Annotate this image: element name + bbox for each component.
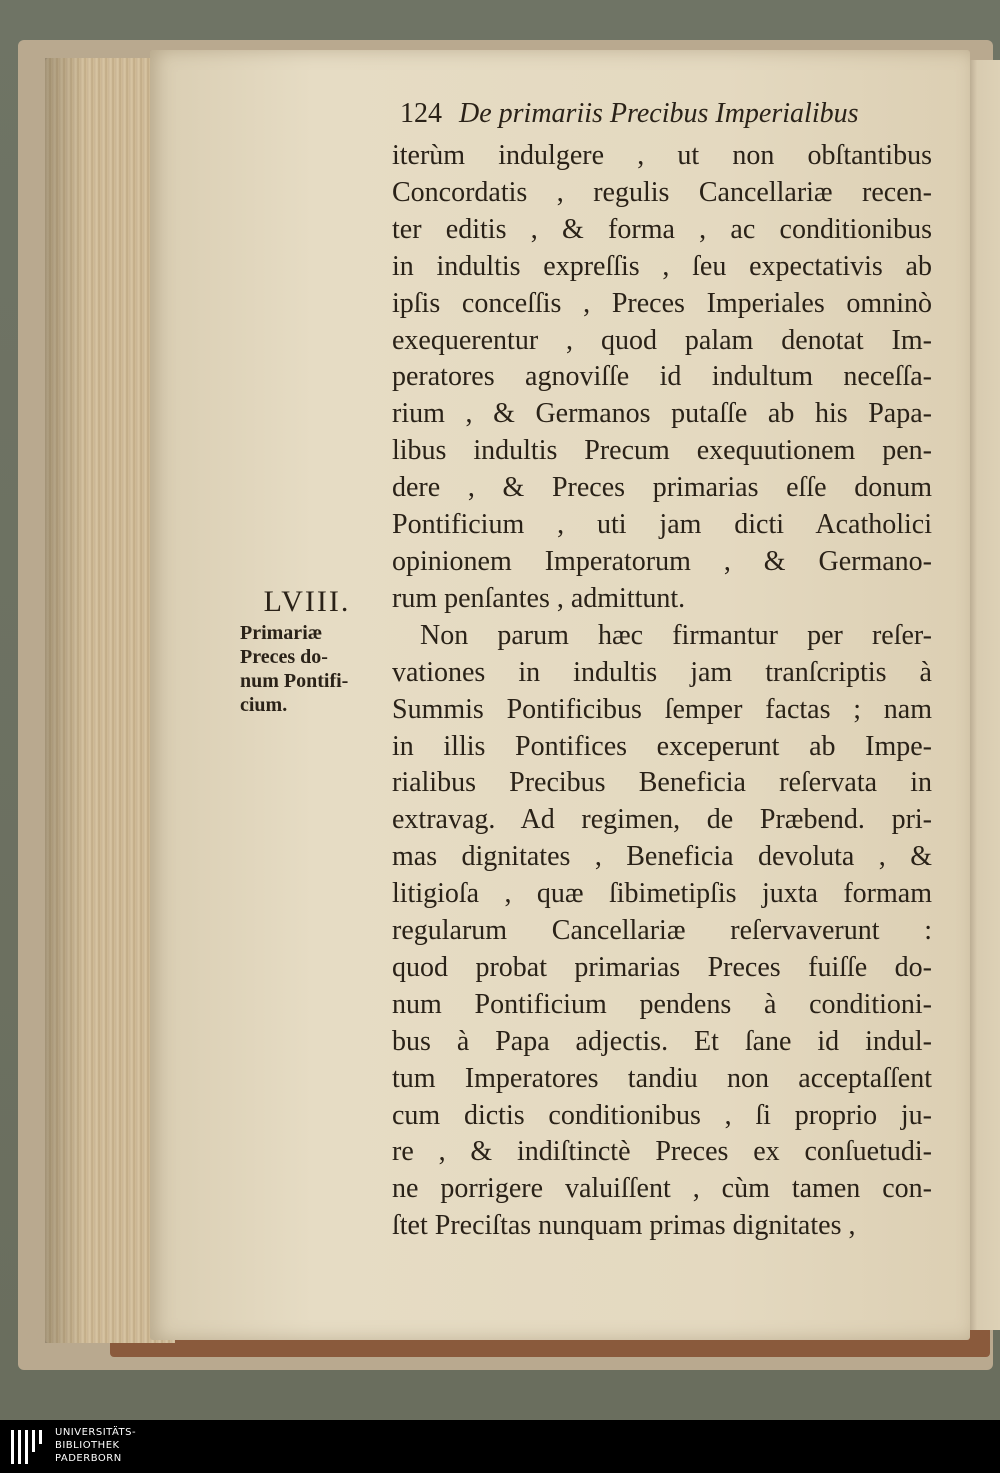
text-line: Summis Pontificibus ſemper factas ; nam <box>392 693 932 725</box>
text-line: mas dignitates , Beneficia devoluta , & <box>392 841 932 873</box>
library-name-line: UNIVERSITÄTS- <box>55 1427 137 1438</box>
text-line: Non parum hæc firmantur per reſer- <box>420 619 932 651</box>
text-line: peratores agnoviſſe id indultum neceſſa- <box>392 361 932 393</box>
page-number: 124 <box>400 98 442 129</box>
text-line: vationes in indultis jam tranſcriptis à <box>392 656 932 688</box>
gloss-line: Primariæ <box>240 622 323 644</box>
text-line: num Pontificium pendens à conditioni- <box>392 988 932 1020</box>
page-stack-shadow <box>45 58 85 1343</box>
text-line: quod probat primarias Preces fuiſſe do- <box>392 951 932 983</box>
text-line: iterùm indulgere , ut non obſtantibus <box>392 140 932 171</box>
text-line: ter editis , & forma , ac conditionibus <box>392 213 932 245</box>
gloss-line: cium. <box>240 694 288 716</box>
body-text <box>392 138 932 1245</box>
section-numeral: LVIII. <box>263 585 351 618</box>
text-line: regularum Cancellariæ reſervaverunt : <box>392 915 932 947</box>
text-line: Pontificium , uti jam dicti Acatholici <box>392 509 932 541</box>
text-line: cum dictis conditionibus , ſi proprio ju- <box>392 1099 932 1131</box>
margin-note <box>232 585 382 717</box>
library-name-line: BIBLIOTHEK <box>55 1440 120 1451</box>
text-line: rum penſantes , admittunt. <box>392 582 686 614</box>
text-line: litigioſa , quæ ſibimetipſis juxta formam <box>392 878 932 910</box>
library-name <box>55 1426 136 1465</box>
text-line: bus à Papa adjectis. Et ſane id indul- <box>392 1025 932 1057</box>
footer-bar <box>0 1420 1000 1473</box>
text-line: ipſis conceſſis , Preces Imperiales omninò <box>392 287 932 319</box>
text-line: in illis Pontifices exceperunt ab Impe- <box>392 730 932 762</box>
text-line: re , & indiſtinctè Preces ex conſuetudi- <box>392 1136 932 1168</box>
text-line: rium , & Germanos putaſſe ab his Papa- <box>392 398 932 430</box>
library-bars-logo-icon <box>10 1428 48 1466</box>
gloss-line: Preces do- <box>240 646 328 668</box>
running-head <box>400 98 920 130</box>
text-line: exequerentur , quod palam denotat Im- <box>392 324 932 356</box>
library-name-line: PADERBORN <box>55 1453 122 1464</box>
text-line: opinionem Imperatorum , & Germano- <box>392 545 932 577</box>
text-line: extravag. Ad regimen, de Præbend. pri- <box>392 804 932 836</box>
text-line: dere , & Preces primarias eſſe donum <box>392 472 932 504</box>
gloss-line: num Pontifi- <box>240 670 349 692</box>
text-line: ne porrigere valuiſſent , cùm tamen con- <box>392 1173 932 1205</box>
running-title: De primariis Precibus Imperialibus <box>459 98 859 129</box>
text-line: Concordatis , regulis Cancellariæ recen- <box>392 176 932 208</box>
text-line: in indultis expreſſis , ſeu expectativis ab <box>392 250 932 282</box>
text-line: tum Imperatores tandiu non acceptaſſent <box>392 1062 932 1094</box>
text-line: libus indultis Precum exequutionem pen- <box>392 435 932 467</box>
text-line: ſtet Preciſtas nunquam primas dignitates , <box>392 1210 856 1242</box>
text-line: rialibus Precibus Beneficia reſervata in <box>392 767 932 799</box>
